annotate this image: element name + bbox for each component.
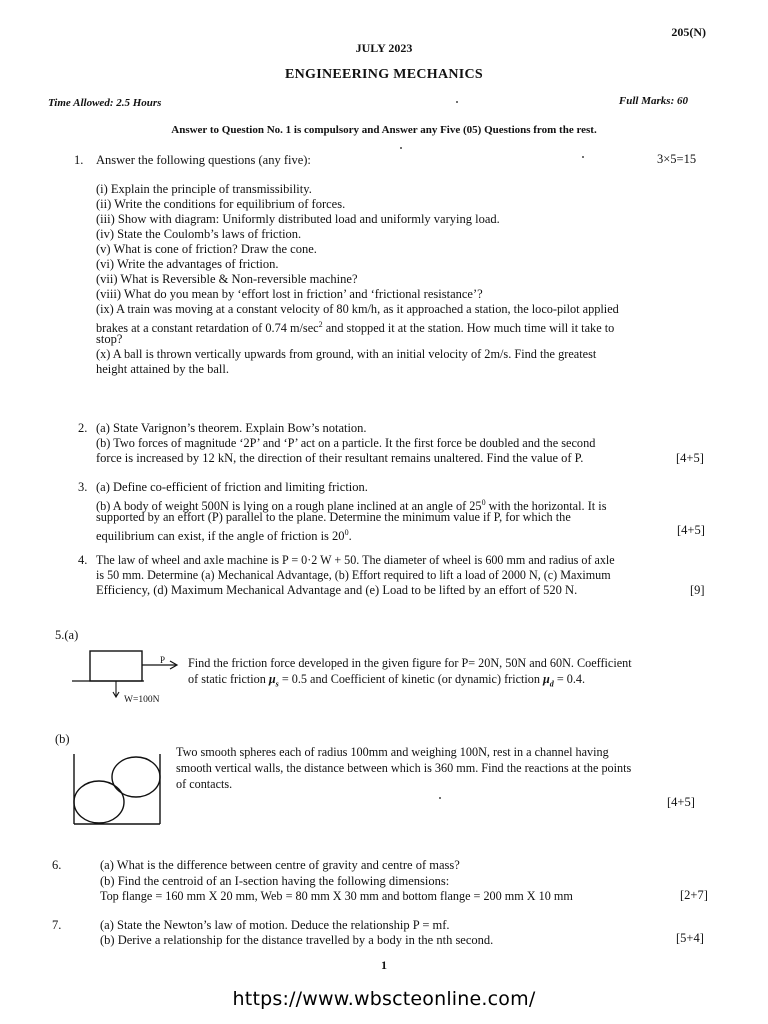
fig-label-p: P [160,655,166,665]
q4-marks: [9] [690,583,705,597]
q1-item-ix: (ix) A train was moving at a constant velocity of 80 km/h, as it approached a station, the loco-pilot applied [96,302,619,316]
q6-dimensions: Top flange = 160 mm X 20 mm, Web = 80 mm X 30 mm and bottom flange = 200 mm X 10 mm [100,889,573,903]
scan-speck [582,156,584,158]
paper-code: 205(N) [671,25,706,39]
spheres-channel-figure [72,752,164,828]
q4-number: 4. [78,553,88,567]
q5a-text [188,672,585,691]
q1-item-ix: stop? [96,332,123,346]
time-allowed: Time Allowed: 2.5 Hours [48,97,162,109]
q3-part-b-text: (b) A body of weight 500N is lying on a rough plane inclined at an angle of 25 [96,499,482,514]
q1-item: (iii) Show with diagram: Uniformly distributed load and uniformly varying load. [96,212,500,226]
q3-part-b-text: . [348,529,352,544]
q1-item: (viii) What do you mean by ‘effort lost in friction’ and ‘frictional resistance’? [96,287,483,301]
q4-text: Efficiency, (d) Maximum Mechanical Advantage and (e) Load to be lifted by an effort of 520 N. [96,583,578,597]
mu-s-symbol: μ [268,672,276,686]
q6-part-b: (b) Find the centroid of an I-section having the following dimensions: [100,874,450,888]
q1-item: (vi) Write the advantages of friction. [96,257,279,271]
q1-item: (i) Explain the principle of transmissibility. [96,182,312,196]
q1-item: (iv) State the Coulomb’s laws of friction. [96,227,302,241]
q5a-text-part: = 0.5 and Coefficient of kinetic (or dynamic) friction [278,672,543,686]
mu-d-sub: d [549,679,554,689]
exam-session: JULY 2023 [355,41,413,55]
q5a-text-part: = 0.4. [553,672,586,686]
mu-s-sub: s [275,679,279,689]
q3-part-b: supported by an effort (P) parallel to the plane. Determine the minimum value if P, for which the [96,510,571,524]
instructions: Answer to Question No. 1 is compulsory and Answer any Five (05) Questions from the rest. [171,124,597,136]
q3-degree-sup: 0 [481,498,486,507]
q1-item-ix-text: and stopped it at the station. How much time will it take to [322,321,615,336]
mu-d-symbol: μ [543,672,550,686]
fig-label-w: W=100N [124,695,160,705]
q2-number: 2. [78,421,88,435]
block [90,651,142,681]
full-marks: Full Marks: 60 [618,95,688,107]
q1-stem: Answer the following questions (any five): [96,153,311,167]
q2-part-b: force is increased by 12 kN, the direction of their resultant remains unaltered. Find the value of P. [96,451,584,465]
q1-item-x: (x) A ball is thrown vertically upwards from ground, with an initial velocity of 2m/s. Find the greatest [96,347,597,361]
q2-part-a: (a) State Varignon’s theorem. Explain Bow’s notation. [96,421,367,435]
q5b-label: (b) [55,732,70,746]
q7-part-a: (a) State the Newton’s law of motion. Deduce the relationship P = mf. [100,918,450,932]
source-url[interactable]: https://www.wbscteonline.com/ [232,988,536,1010]
q4-text: The law of wheel and axle machine is P = 0·2 W + 50. The diameter of wheel is 600 mm and radius of axle [96,553,615,567]
q5b-text: Two smooth spheres each of radius 100mm and weighing 100N, rest in a channel having [176,745,609,759]
q6-part-a: (a) What is the difference between centre of gravity and centre of mass? [100,858,460,872]
q5a-text: Find the friction force developed in the given figure for P= 20N, 50N and 60N. Coefficient [188,656,632,670]
q7-marks: [5+4] [676,931,704,945]
q1-item: (ii) Write the conditions for equilibrium of forces. [96,197,346,211]
page-number: 1 [381,958,387,972]
q3-marks: [4+5] [677,523,705,537]
q5a-text-part: of static friction [188,672,269,686]
q3-part-b-text: with the horizontal. It is [485,499,607,514]
q3-part-b-text: equilibrium can exist, if the angle of friction is 20 [96,529,345,544]
q1-item-ix-sup: 2 [318,320,323,329]
q3-number: 3. [78,480,88,494]
q3-degree-sup: 0 [344,528,349,537]
scan-speck [400,147,402,149]
q1-item-x: height attained by the ball. [96,362,229,376]
sphere-lower [74,781,124,823]
sphere-upper [112,757,160,797]
q7-part-b: (b) Derive a relationship for the distance travelled by a body in the nth second. [100,933,494,947]
q1-item: (v) What is cone of friction? Draw the cone. [96,242,317,256]
q1-item: (vii) What is Reversible & Non-reversible machine? [96,272,358,286]
scan-speck [439,797,441,799]
q3-part-b [96,525,352,544]
q3-part-a: (a) Define co-efficient of friction and limiting friction. [96,480,368,494]
q6-marks: [2+7] [680,888,708,902]
q1-marks: 3×5=15 [657,152,697,166]
q1-item-ix [96,317,614,336]
q5b-text: of contacts. [176,777,233,791]
subject-title: ENGINEERING MECHANICS [284,67,484,82]
q5-marks: [4+5] [667,795,695,809]
q5b-text: smooth vertical walls, the distance between which is 360 mm. Find the reactions at the points [176,761,632,775]
q7-number: 7. [52,918,62,932]
q4-text: is 50 mm. Determine (a) Mechanical Advantage, (b) Effort required to lift a load of 2000 N, (c) Maximum [96,568,611,582]
q5-number: 5.(a) [55,628,79,642]
q1-number: 1. [74,153,84,167]
q2-marks: [4+5] [676,451,704,465]
q2-part-b: (b) Two forces of magnitude ‘2P’ and ‘P’ act on a particle. It the first force be doubled and the second [96,436,596,450]
scan-speck [456,101,458,103]
q6-number: 6. [52,858,62,872]
q1-item-ix-text: brakes at a constant retardation of 0.74 m/sec [96,321,319,336]
